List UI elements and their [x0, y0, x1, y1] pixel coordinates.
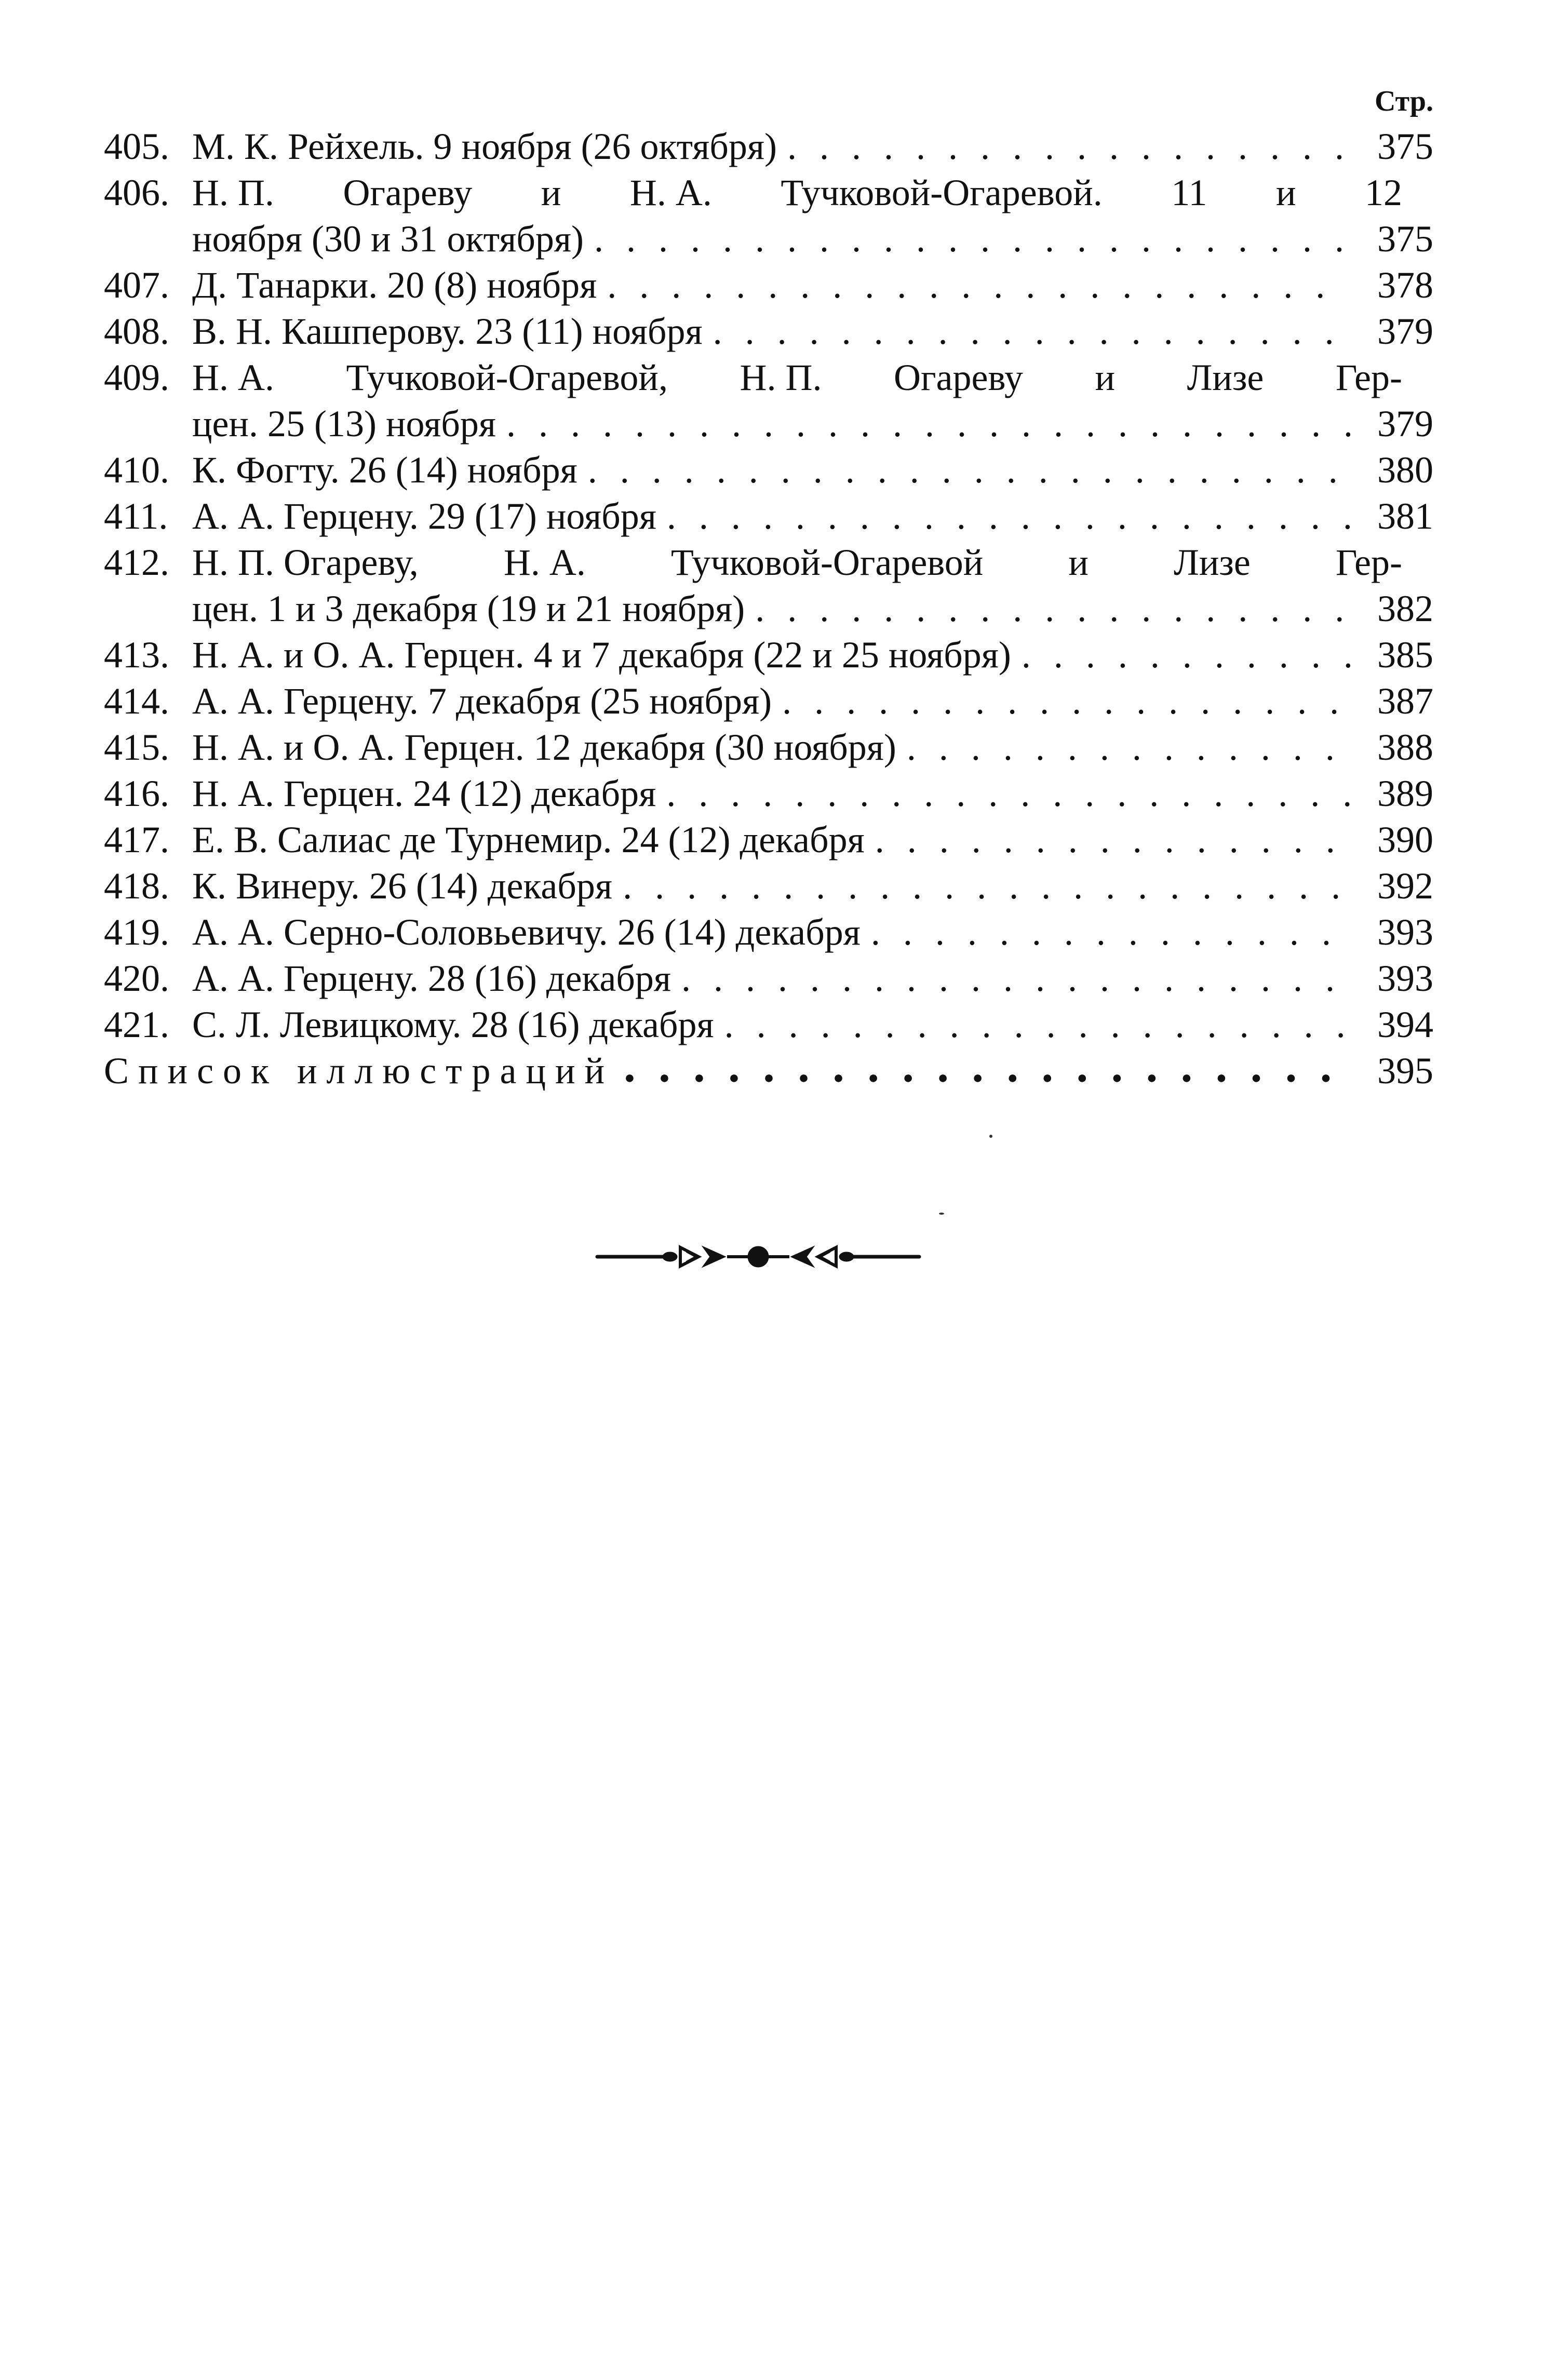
entry-page: 395: [1377, 1050, 1433, 1092]
title-word: Тучковой-Огаревой: [670, 542, 984, 583]
title-word: Н. А.: [192, 357, 274, 398]
entry-number: 421.: [104, 1004, 169, 1045]
title-word: Гер-: [1335, 357, 1402, 398]
title-word: Тучковой-Огаревой.: [781, 172, 1103, 213]
toc-entry-411: [104, 493, 1433, 540]
dot-leader: [506, 401, 1350, 447]
entry-number: 410.: [104, 449, 169, 491]
title-word: и: [541, 172, 561, 213]
entry-page: 389: [1377, 773, 1433, 814]
dot-leader: [724, 1002, 1350, 1048]
toc-entry-413: [104, 632, 1433, 678]
entry-title: А. А. Герцену. 7 декабря (25 ноября): [192, 680, 772, 722]
toc-entry-415: [104, 724, 1433, 771]
entry-page: 387: [1377, 680, 1433, 722]
entry-page: 382: [1377, 588, 1433, 629]
entry-title: А. А. Герцену. 29 (17) ноября: [192, 495, 656, 537]
entry-number: 407.: [104, 264, 169, 306]
toc-entry-406: [104, 170, 1433, 262]
entry-page: 375: [1377, 126, 1433, 167]
entry-title: К. Фогту. 26 (14) ноября: [192, 449, 577, 491]
dot-leader: [713, 308, 1350, 355]
toc-list: [104, 124, 1433, 1094]
entry-page: 375: [1377, 218, 1433, 260]
entry-number: 412.: [104, 542, 169, 583]
toc-entry-illustrations: [104, 1048, 1433, 1094]
title-word: Гер-: [1335, 542, 1402, 583]
entry-title: М. К. Рейхель. 9 ноября (26 октября): [192, 126, 777, 167]
entry-title: Д. Танарки. 20 (8) ноября: [192, 264, 597, 306]
dot-leader: [607, 262, 1350, 308]
title-word: 11: [1171, 172, 1207, 213]
entry-page: 392: [1377, 865, 1433, 907]
toc-entry-408: [104, 308, 1433, 355]
dot-leader: [871, 909, 1350, 956]
dot-leader: [782, 678, 1350, 724]
entry-title: А. А. Серно-Соловьевичу. 26 (14) декабря: [192, 911, 861, 953]
toc-entry-410: [104, 447, 1433, 493]
dot-leader: [1022, 632, 1350, 678]
entry-title: Е. В. Салиас де Турнемир. 24 (12) декабря: [192, 819, 865, 860]
entry-number: 417.: [104, 819, 169, 860]
entry-title: Н. А. Герцен. 24 (12) декабря: [192, 773, 656, 814]
entry-number: 418.: [104, 865, 169, 907]
toc-entry-419: [104, 909, 1433, 956]
entry-title: А. А. Герцену. 28 (16) декабря: [192, 958, 671, 999]
entry-title-continuation: ноября (30 и 31 октября): [192, 218, 584, 260]
dot-leader: [755, 586, 1350, 632]
entry-title-first-line: [192, 170, 1433, 216]
title-word: Н. А.: [629, 172, 712, 213]
title-word: Н. П. Огареву,: [192, 542, 419, 583]
toc-entry-409: [104, 355, 1433, 447]
dot-leader: [667, 493, 1350, 540]
toc-entry-414: [104, 678, 1433, 724]
title-word: Лизе: [1187, 357, 1264, 398]
entry-page: 393: [1377, 958, 1433, 999]
entry-page: 379: [1377, 403, 1433, 445]
dot-leader: [875, 817, 1350, 863]
entry-number: 405.: [104, 126, 169, 167]
entry-number: 413.: [104, 634, 169, 676]
toc-entry-416: [104, 771, 1433, 817]
title-word: и: [1275, 172, 1296, 213]
entry-page: 380: [1377, 449, 1433, 491]
dot-leader: [681, 956, 1350, 1002]
dot-leader: [666, 771, 1350, 817]
entry-title-first-line: [192, 540, 1433, 586]
entry-page: 390: [1377, 819, 1433, 860]
title-word: Н. А.: [503, 542, 586, 583]
print-speck: [939, 1213, 944, 1215]
title-word: и: [1068, 542, 1089, 583]
entry-number: 414.: [104, 680, 169, 722]
print-speck: [989, 1135, 992, 1138]
entry-number: 415.: [104, 727, 169, 768]
toc-entry-417: [104, 817, 1433, 863]
entry-number: 409.: [104, 357, 169, 398]
title-word: Тучковой-Огаревой,: [346, 357, 668, 398]
entry-title-continuation: цен. 25 (13) ноября: [192, 403, 496, 445]
toc-entry-420: [104, 956, 1433, 1002]
illustrations-title: Список иллюстраций: [104, 1050, 614, 1092]
title-word: Н. П.: [192, 172, 274, 213]
entry-title: К. Винеру. 26 (14) декабря: [192, 865, 613, 907]
table-of-contents-page: [104, 83, 1433, 1094]
title-word: 12: [1364, 172, 1402, 213]
entry-number: 411.: [104, 495, 168, 537]
entry-number: 419.: [104, 911, 169, 953]
entry-title-first-line: [192, 355, 1433, 401]
entry-page: 394: [1377, 1004, 1433, 1045]
dot-leader: [588, 447, 1350, 493]
entry-page: 381: [1377, 495, 1433, 537]
entry-page: 393: [1377, 911, 1433, 953]
dot-leader: [907, 724, 1350, 771]
entry-number: 416.: [104, 773, 169, 814]
entry-title-continuation: цен. 1 и 3 декабря (19 и 21 ноября): [192, 588, 745, 629]
title-word: Огареву: [894, 357, 1023, 398]
entry-page: 379: [1377, 311, 1433, 352]
entry-number: 406.: [104, 172, 169, 213]
dot-leader: [787, 124, 1350, 170]
entry-page: 385: [1377, 634, 1433, 676]
toc-entry-421: [104, 1002, 1433, 1048]
entry-page: 378: [1377, 264, 1433, 306]
title-word: Лизе: [1174, 542, 1251, 583]
toc-entry-405: [104, 124, 1433, 170]
entry-title: С. Л. Левицкому. 28 (16) декабря: [192, 1004, 714, 1045]
entry-number: 408.: [104, 311, 169, 352]
title-word: и: [1095, 357, 1116, 398]
entry-title: В. Н. Кашперову. 23 (11) ноября: [192, 311, 703, 352]
entry-title: Н. А. и О. А. Герцен. 12 декабря (30 ноября): [192, 727, 896, 768]
entry-page: 388: [1377, 727, 1433, 768]
dot-leader: [594, 216, 1350, 262]
toc-entry-418: [104, 863, 1433, 909]
toc-entry-407: [104, 262, 1433, 308]
entry-number: 420.: [104, 958, 169, 999]
entry-title: Н. А. и О. А. Герцен. 4 и 7 декабря (22 и 25 ноября): [192, 634, 1011, 676]
page-column-label: Стр.: [1374, 85, 1433, 117]
dot-leader: [623, 863, 1350, 909]
toc-entry-412: [104, 540, 1433, 632]
dot-leader: [624, 1048, 1350, 1101]
title-word: Н. П.: [740, 357, 822, 398]
decorative-tailpiece-icon: [592, 1236, 924, 1278]
title-word: Огареву: [343, 172, 473, 213]
